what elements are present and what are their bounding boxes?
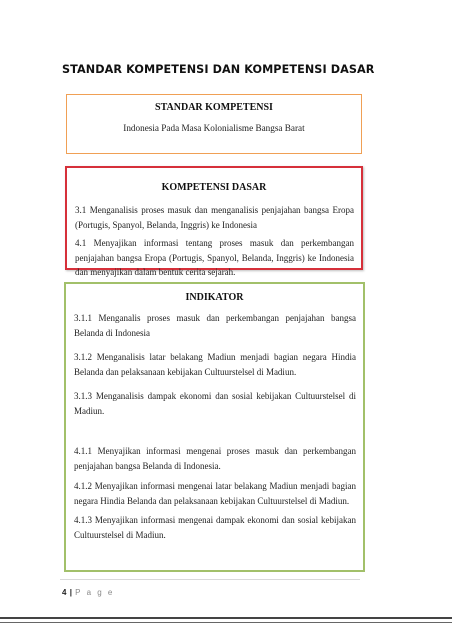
footer-divider: [60, 579, 360, 580]
standar-kompetensi-title: STANDAR KOMPETENSI: [155, 102, 273, 113]
standar-kompetensi-text: Indonesia Pada Masa Kolonialisme Bangsa Barat: [123, 123, 305, 133]
indikator-item-4-1-1: 4.1.1 Menyajikan informasi mengenai proses masuk dan perkembangan penjajahan bangsa Belanda di Indonesia.: [74, 446, 356, 471]
kompetensi-dasar-title: KOMPETENSI DASAR: [161, 182, 267, 193]
page-footer: [62, 588, 114, 597]
indikator-item-3-1-3: 3.1.3 Menganalisis dampak ekonomi dan sosial kebijakan Cultuurstelsel di Madiun.: [74, 391, 356, 416]
bottom-border-line-thin: [0, 622, 452, 623]
indikator-item-4-1-2: 4.1.2 Menyajikan informasi mengenai latar belakang Madiun menjadi bagian negara Hindia Belanda dan pelaksanaan kebijakan Cultuurstelsel di Madiun.: [74, 481, 356, 506]
standar-kompetensi-box: [66, 94, 362, 154]
footer-separator: |: [69, 588, 72, 597]
indikator-item-3-1-2: 3.1.2 Menganalisis latar belakang Madiun menjadi bagian negara Hindia Belanda dan pelaksanaan kebijakan Cultuurstelsel di Madiun.: [74, 352, 356, 377]
kompetensi-dasar-item-3-1: 3.1 Menganalisis proses masuk dan menganalisis penjajahan bangsa Eropa (Portugis, Spanyol, Belanda, Inggris) ke Indonesia: [75, 205, 354, 230]
indikator-title: INDIKATOR: [185, 292, 244, 303]
bottom-border-line: [0, 617, 452, 619]
page-label: P a g e: [75, 588, 115, 597]
page-heading: STANDAR KOMPETENSI DAN KOMPETENSI DASAR: [62, 63, 375, 76]
kompetensi-dasar-item-4-1: 4.1 Menyajikan informasi tentang proses masuk dan perkembangan penjajahan bangsa Eropa (Portugis, Spanyol, Belanda, Inggris) ke Indonesia dan menyajikan dalam bentuk cerita sejarah.: [75, 238, 354, 277]
indikator-item-3-1-1: 3.1.1 Menganalis proses masuk dan perkembangan penjajahan bangsa Belanda di Indonesia: [74, 313, 356, 338]
page-number: 4: [62, 588, 67, 597]
kompetensi-dasar-box: [65, 166, 363, 277]
indikator-item-4-1-3: 4.1.3 Menyajikan informasi mengenai dampak ekonomi dan sosial kebijakan Cultuurstelsel di Madiun.: [74, 515, 356, 540]
indikator-box: [64, 282, 365, 572]
